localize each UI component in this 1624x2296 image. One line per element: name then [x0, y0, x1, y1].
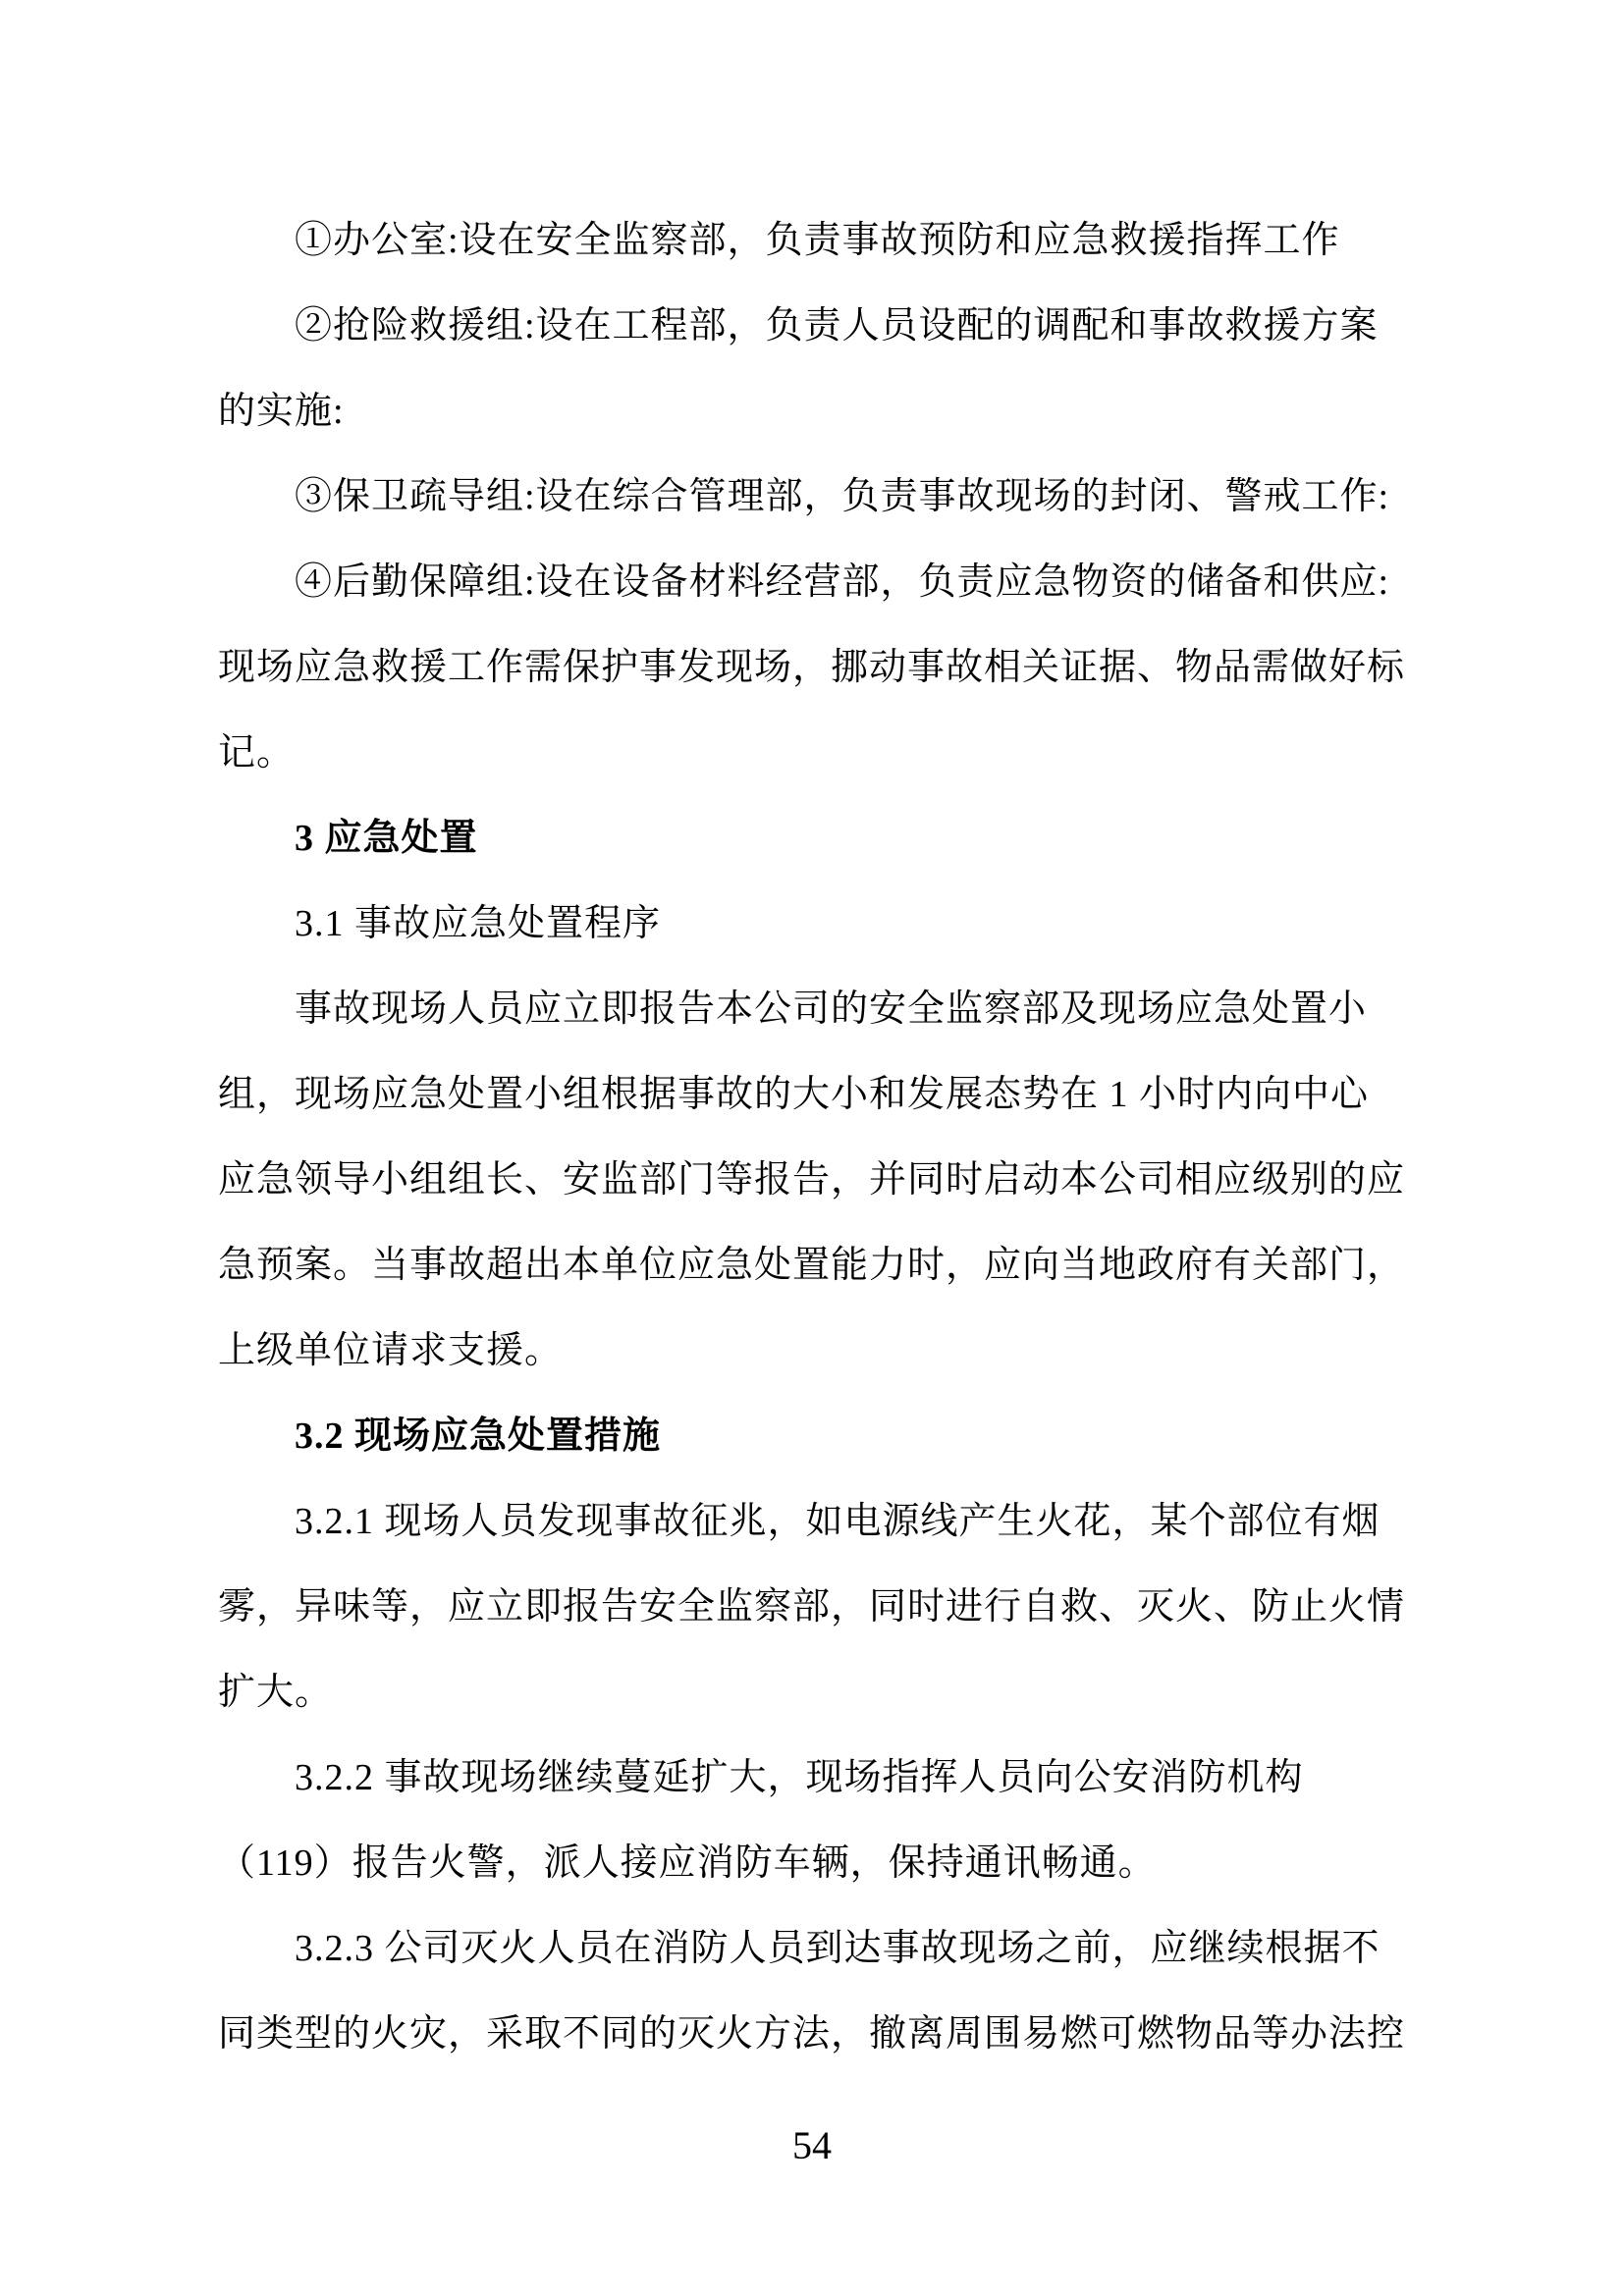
list-item-logistics-group: ④后勤保障组:设在设备材料经营部，负责应急物资的储备和供应:: [295, 561, 1390, 603]
paragraph-line: 急预案。当事故超出本单位应急处置能力时，应向当地政府有关部门，: [218, 1245, 1406, 1286]
document-body: [218, 198, 1408, 2077]
paragraph-line: 应急领导小组组长、安监部门等报告，并同时启动本公司相应级别的应: [218, 1159, 1406, 1201]
paragraph-line: （119）报告火警，派人接应消防车辆，保持通讯畅通。: [218, 1842, 1157, 1884]
list-item-security-group: ③保卫疏导组:设在综合管理部，负责事故现场的封闭、警戒工作:: [295, 476, 1390, 517]
paragraph-line: 上级单位请求支援。: [218, 1330, 564, 1371]
text-line: 记。: [218, 732, 296, 774]
paragraph-line: 雾，异味等，应立即报告安全监察部，同时进行自救、灭火、防止火情: [218, 1586, 1406, 1628]
paragraph-line: 事故现场人员应立即报告本公司的安全监察部及现场应急处置小: [295, 988, 1368, 1030]
text-line: 现场应急救援工作需保护事发现场，挪动事故相关证据、物品需做好标: [218, 647, 1406, 688]
paragraph-line: 3.2.3 公司灭火人员在消防人员到达事故现场之前，应继续根据不: [295, 1928, 1380, 1969]
paragraph-line: 组，现场应急处置小组根据事故的大小和发展态势在 1 小时内向中心: [218, 1074, 1370, 1115]
paragraph-line: 扩大。: [218, 1672, 334, 1713]
text-line: 的实施:: [218, 391, 345, 432]
heading-onsite-measures: 3.2 现场应急处置措施: [295, 1415, 662, 1457]
list-item-office: ①办公室:设在安全监察部，负责事故预防和应急救援指挥工作: [295, 220, 1340, 261]
paragraph-line: 3.2.1 现场人员发现事故征兆，如电源线产生火花，某个部位有烟: [295, 1501, 1380, 1542]
heading-emergency-response: 3 应急处置: [295, 818, 478, 859]
heading-response-procedure: 3.1 事故应急处置程序: [295, 903, 662, 944]
list-item-rescue-group: ②抢险救援组:设在工程部，负责人员设配的调配和事故救援方案: [295, 305, 1379, 347]
paragraph-line: 3.2.2 事故现场继续蔓延扩大，现场指挥人员向公安消防机构: [295, 1757, 1304, 1798]
paragraph-line: 同类型的火灾，采取不同的灭火方法，撤离周围易燃可燃物品等办法控: [218, 2013, 1406, 2055]
page-number: 54: [792, 2123, 832, 2167]
